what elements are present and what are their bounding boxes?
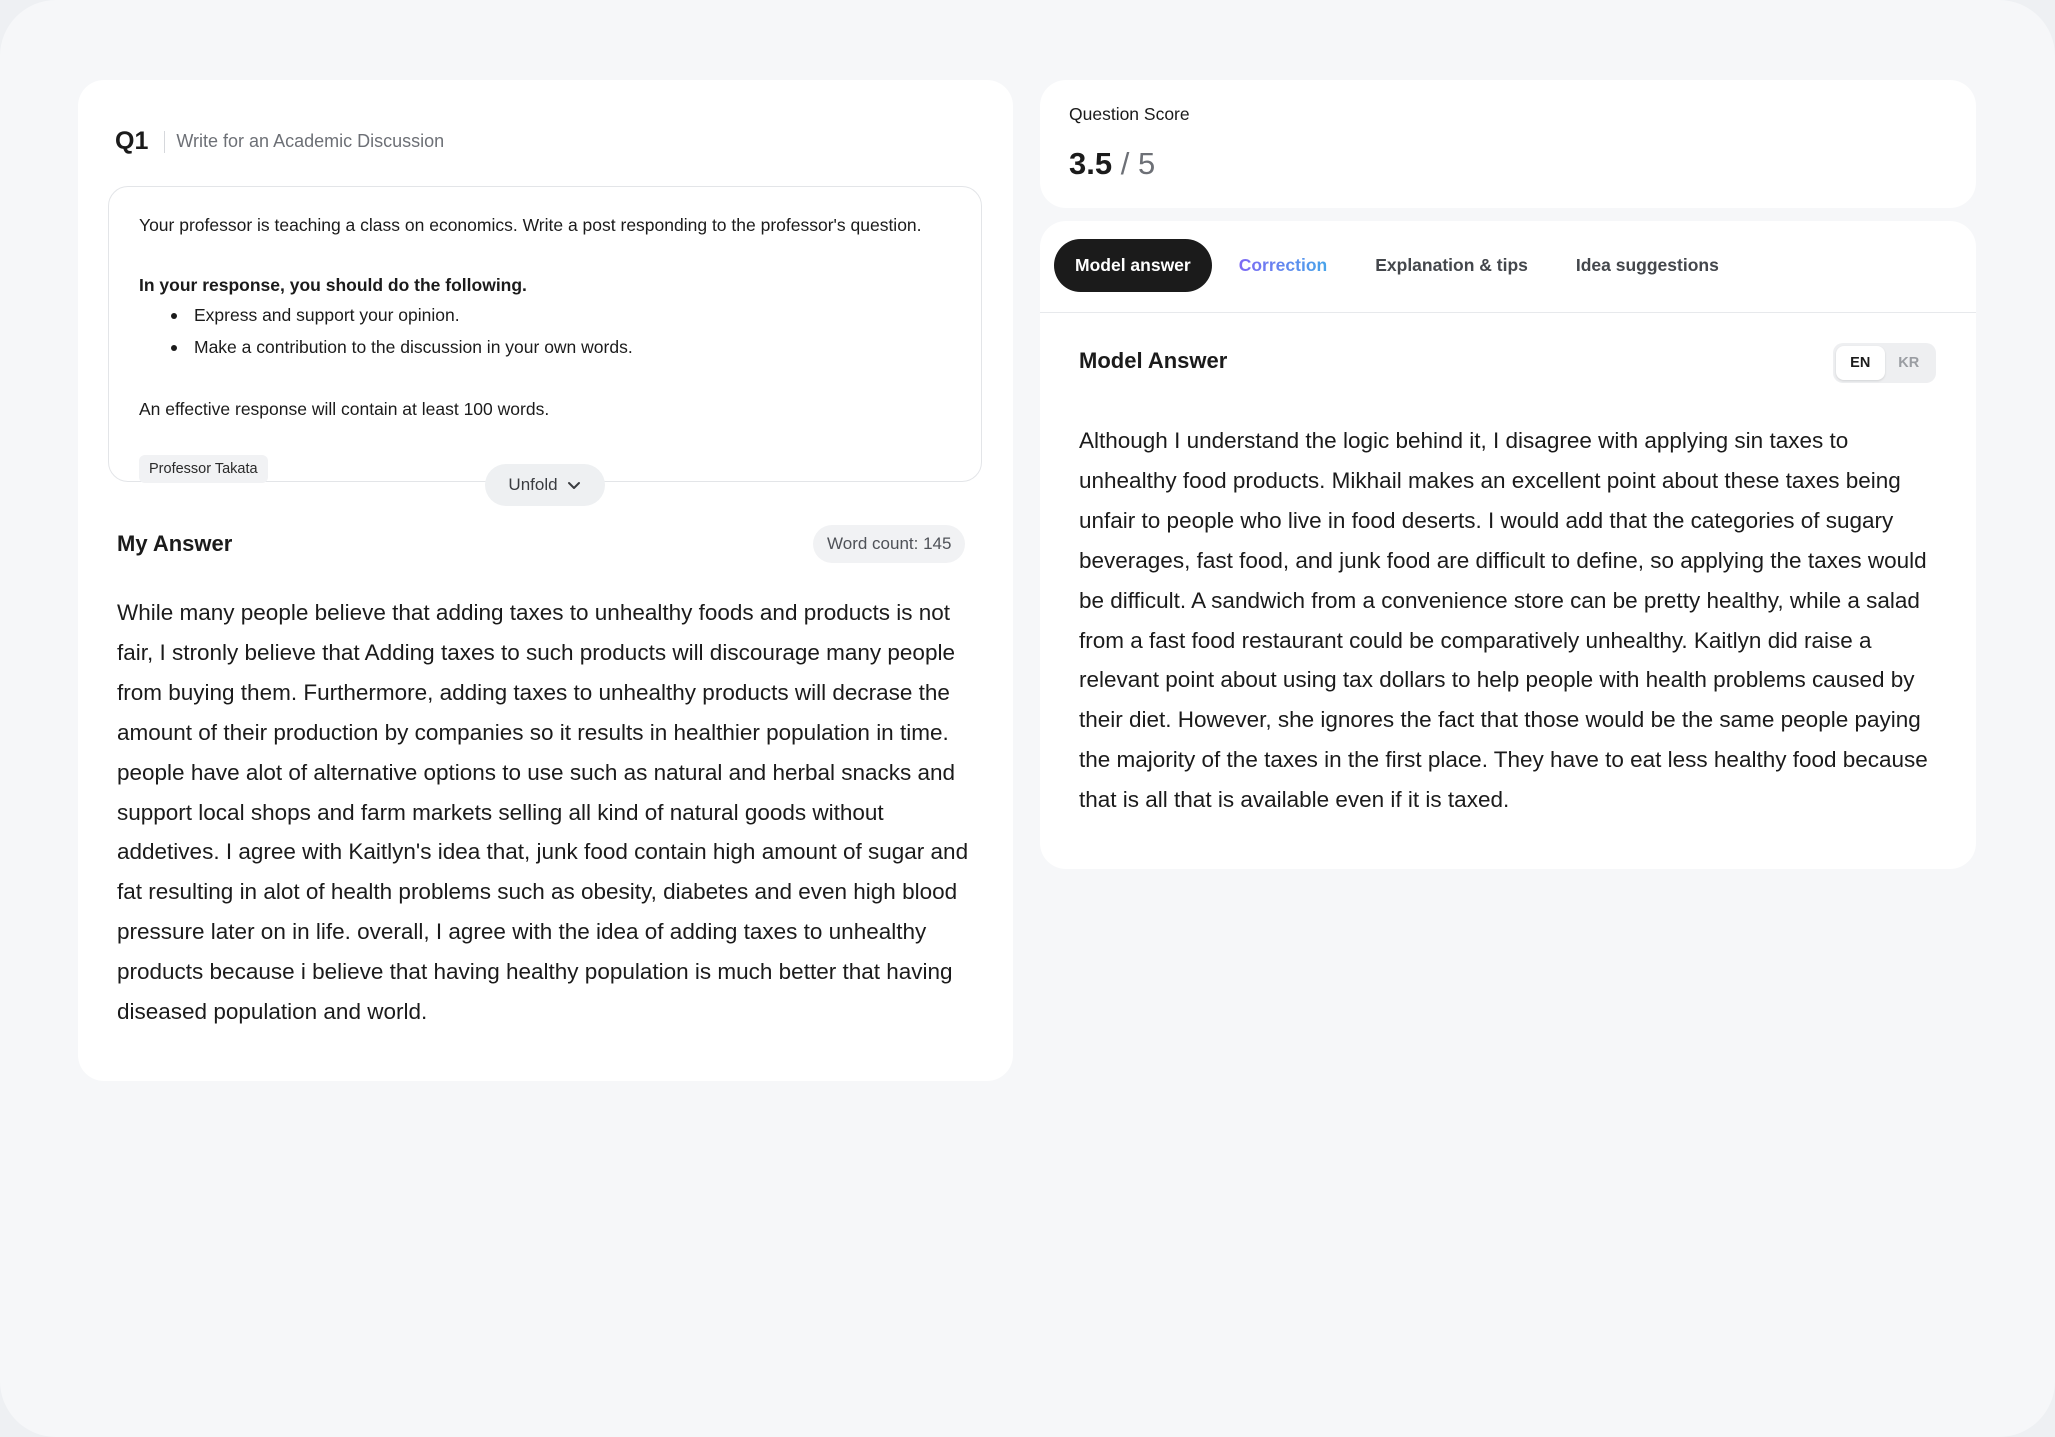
question-number: Q1 bbox=[115, 127, 149, 155]
question-header bbox=[115, 127, 444, 156]
header-divider bbox=[164, 131, 165, 153]
chevron-down-icon bbox=[566, 477, 582, 493]
list-item bbox=[139, 305, 633, 337]
tab-divider bbox=[1040, 312, 1976, 313]
word-requirement: An effective response will contain at least 100 words. bbox=[139, 399, 550, 419]
bullet-icon bbox=[171, 313, 177, 319]
my-answer-text: While many people believe that adding taxes to unhealthy foods and products is not fair, I stronly believe that Adding taxes to such products will discourage many people from buying them. Furthermore, adding taxes to unhealthy products will decrase the amount of their production by companies so it results in healthier population in time. people have alot of alternative options to use such as natural and herbal snacks and support local shops and farm markets selling all kind of natural goods without addetives. I agree with Kaitlyn's idea that, junk food contain high amount of sugar and fat resulting in alot of health problems such as obesity, diabetes and even high blood pressure later on in life. overall, I agree with the idea of adding taxes to unhealthy products because i believe that having healthy population is much better that having diseased population and world. bbox=[117, 600, 969, 1025]
unfold-button[interactable] bbox=[485, 464, 605, 506]
score-value: 3.5 bbox=[1069, 146, 1113, 181]
prompt-box bbox=[108, 186, 982, 482]
instructions-list bbox=[139, 305, 633, 369]
bullet-icon bbox=[171, 345, 177, 351]
score-card bbox=[1040, 80, 1976, 208]
lang-kr-button[interactable]: KR bbox=[1898, 355, 1920, 371]
my-answer-title: My Answer bbox=[117, 531, 233, 556]
word-count-badge: Word count: 145 bbox=[813, 525, 965, 563]
unfold-label: Unfold bbox=[508, 475, 558, 494]
feedback-card bbox=[1040, 221, 1976, 869]
model-answer-text: Although I understand the logic behind it, I disagree with applying sin taxes to unhealthy food products. Mikhail makes an excellent point about these taxes being unfair to people who live in food deserts. I would add that the categories of sugary beverages, fast food, and junk food are difficult to define, so applying the taxes would be difficult. A sandwich from a convenience store can be pretty healthy, while a salad from a fast food restaurant could be comparatively unhealthy. Kaitlyn did raise a relevant point about using tax dollars to help people with health problems caused by their diet. However, she ignores the fact that those would be the same people paying the majority of the taxes in the first place. They have to eat less healthy food because that is all that is available even if it is taxed. bbox=[1079, 428, 1928, 813]
model-answer-title: Model Answer bbox=[1079, 348, 1228, 373]
tab-explanation-tips[interactable]: Explanation & tips bbox=[1375, 255, 1528, 275]
lang-en-button[interactable]: EN bbox=[1836, 346, 1885, 380]
score-display bbox=[1069, 146, 1155, 182]
tab-bar bbox=[1054, 239, 1746, 292]
instruction-text: Make a contribution to the discussion in your own words. bbox=[194, 337, 633, 357]
score-label: Question Score bbox=[1069, 104, 1190, 124]
score-max: / 5 bbox=[1120, 146, 1156, 181]
tab-correction[interactable]: Correction bbox=[1218, 239, 1348, 292]
tab-idea-suggestions[interactable]: Idea suggestions bbox=[1575, 255, 1719, 275]
question-type: Write for an Academic Discussion bbox=[176, 131, 445, 151]
language-toggle bbox=[1833, 343, 1936, 383]
prompt-intro: Your professor is teaching a class on economics. Write a post responding to the professor's question. bbox=[139, 215, 922, 235]
question-card bbox=[78, 80, 1013, 1081]
instruction-text: Express and support your opinion. bbox=[194, 305, 460, 325]
professor-tag: Professor Takata bbox=[139, 455, 268, 483]
tab-model-answer[interactable]: Model answer bbox=[1054, 239, 1212, 292]
list-item bbox=[139, 337, 633, 369]
instructions-heading: In your response, you should do the following. bbox=[139, 275, 527, 295]
